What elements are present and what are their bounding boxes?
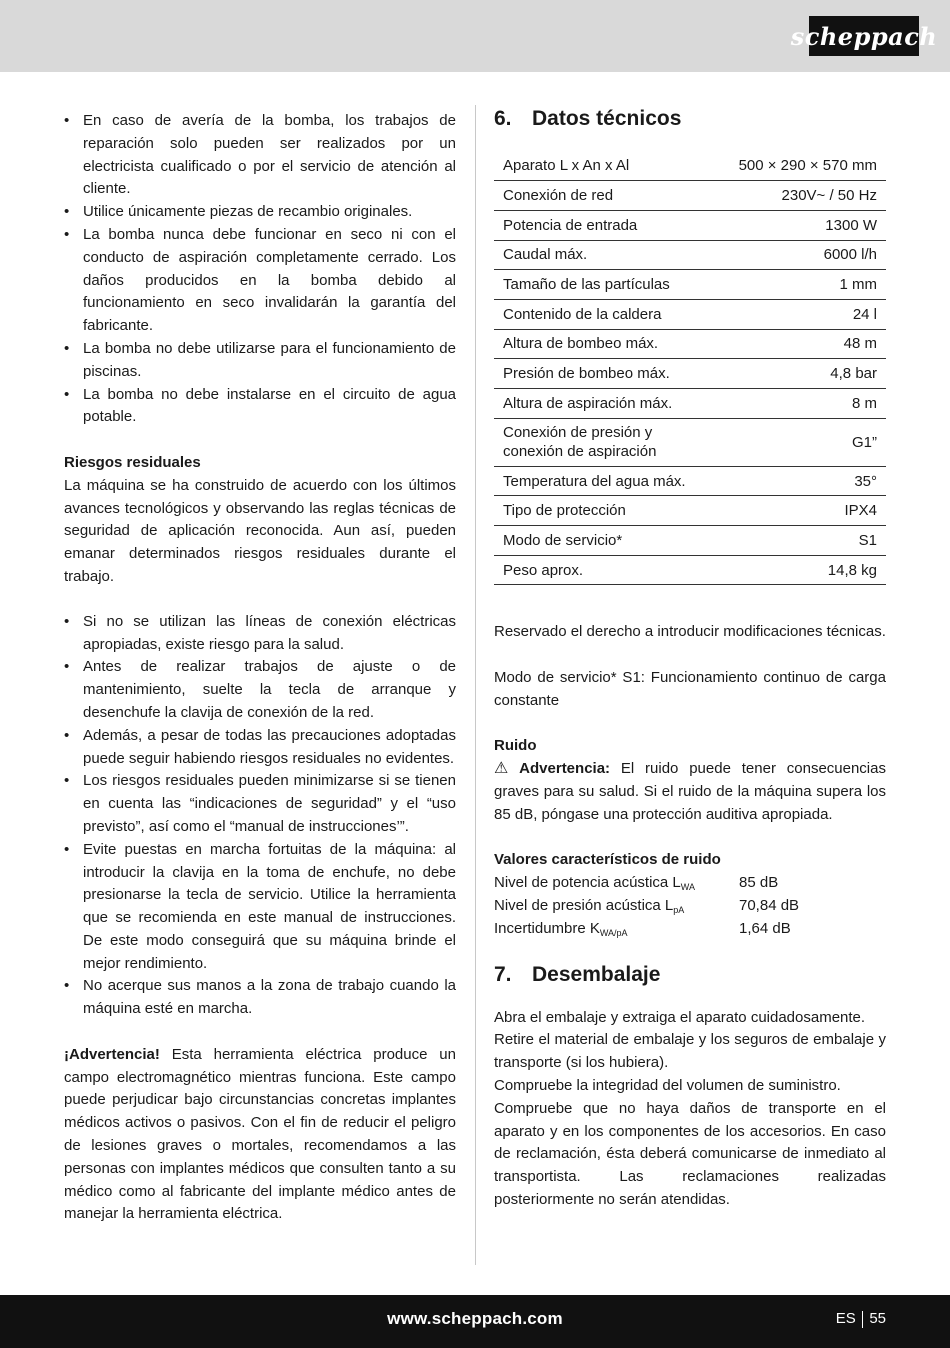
noise-values-heading: Valores característicos de ruido bbox=[494, 851, 721, 869]
table-row bbox=[494, 555, 886, 585]
table-row bbox=[494, 181, 886, 211]
noise-warning-text: El ruido puede tener consecuencias graves para su salud. Si el ruido de la máquina supera los 85 dB, póngase una protección auditiva apropiada. bbox=[494, 760, 886, 823]
table-row bbox=[494, 496, 886, 526]
spec-value: 1 mm bbox=[714, 270, 886, 300]
spec-label: Conexión de presión y conexión de aspiración bbox=[494, 418, 714, 466]
unpack-line: Abra el embalaje y extraiga el aparato cuidadosamente. bbox=[494, 1008, 866, 1026]
spec-value: 500 × 290 × 570 mm bbox=[714, 151, 886, 181]
section-heading: Datos técnicos bbox=[532, 107, 682, 130]
emf-warning-paragraph bbox=[64, 1044, 456, 1226]
section-heading: Desembalaje bbox=[532, 962, 661, 986]
right-column bbox=[494, 105, 886, 1212]
table-row bbox=[494, 526, 886, 556]
spec-value: 48 m bbox=[714, 329, 886, 359]
spec-label: Potencia de entrada bbox=[494, 210, 714, 240]
noise-value: 1,64 dB bbox=[739, 919, 791, 937]
list-item: • La bomba nunca debe funcionar en seco ni con el conducto de aspiración completamente cerrado. Los daños producidos en la bomba debido al funcionamiento en seco invalidarán la garantía del fabricante. bbox=[64, 224, 456, 338]
spec-value: 35° bbox=[714, 466, 886, 496]
safety-list-top bbox=[64, 110, 456, 429]
unpack-line: Retire el material de embalaje y los seguros de embalaje y transporte (si los hubiera). bbox=[494, 1031, 886, 1072]
spec-label: Tamaño de las partículas bbox=[494, 270, 714, 300]
unpack-line: Compruebe que no haya daños de transporte en el aparato y en los componentes de los accesorios. En caso de reclamación, ésta deberá comunicarse de inmediato al transportista. Las reclamaciones realizadas posteriormente no serán atendidas. bbox=[494, 1099, 886, 1208]
list-item: • Utilice únicamente piezas de recambio originales. bbox=[64, 201, 456, 224]
spec-label: Presión de bombeo máx. bbox=[494, 359, 714, 389]
spec-value: 24 l bbox=[714, 299, 886, 329]
table-row bbox=[494, 270, 886, 300]
warning-triangle-icon: ⚠ bbox=[494, 760, 509, 778]
noise-value-label: Nivel de presión acústica L bbox=[494, 897, 674, 914]
page-separator bbox=[862, 1311, 864, 1328]
section-title-technical-data bbox=[494, 105, 886, 133]
table-row bbox=[494, 240, 886, 270]
left-column bbox=[64, 110, 456, 1226]
emf-warning-text: Esta herramienta eléctrica produce un campo electromagnético mientras funciona. Este campo puede perjudicar bajo circunstancias concretas implantes médicos activos o pasivos. Con el fin de reducir el peligro de lesiones graves o mortales, recomendamos a las personas con implantes médicos que consulten tanto a su médico como al fabricante del implante médico antes de manejar la herramienta eléctrica. bbox=[64, 1045, 456, 1223]
language-code: ES bbox=[835, 1310, 856, 1327]
noise-value: 85 dB bbox=[739, 874, 779, 892]
emf-warning-label: ¡Advertencia! bbox=[64, 1045, 160, 1063]
spec-label: Peso aprox. bbox=[494, 555, 714, 585]
table-row bbox=[494, 466, 886, 496]
unpack-line: Compruebe la integridad del volumen de suministro. bbox=[494, 1076, 841, 1094]
residual-risks-heading: Riesgos residuales bbox=[64, 453, 201, 471]
spec-label: Contenido de la caldera bbox=[494, 299, 714, 329]
spec-label: Conexión de red bbox=[494, 181, 714, 211]
spec-value: S1 bbox=[714, 526, 886, 556]
table-row bbox=[494, 359, 886, 389]
spec-label: Aparato L x An x Al bbox=[494, 151, 714, 181]
table-row bbox=[494, 329, 886, 359]
list-item: • No acerque sus manos a la zona de trabajo cuando la máquina esté en marcha. bbox=[64, 975, 456, 1021]
spec-value: 6000 l/h bbox=[714, 240, 886, 270]
list-item: • Si no se utilizan las líneas de conexión eléctricas apropiadas, existe riesgo para la salud. bbox=[64, 611, 456, 657]
spec-label: Caudal máx. bbox=[494, 240, 714, 270]
spec-label: Temperatura del agua máx. bbox=[494, 466, 714, 496]
safety-list-bottom bbox=[64, 611, 456, 1021]
noise-values-list bbox=[494, 872, 886, 940]
spec-value: G1” bbox=[714, 418, 886, 466]
table-row bbox=[494, 210, 886, 240]
noise-value-row: Nivel de presión acústica $L_{pA}$ 70,84 dB bbox=[494, 895, 886, 918]
section-title-unpacking bbox=[494, 961, 886, 989]
noise-value-label: Nivel de potencia acústica L bbox=[494, 874, 681, 892]
technical-data-table bbox=[494, 151, 886, 585]
footer-website-link[interactable]: www.scheppach.com bbox=[387, 1309, 563, 1328]
noise-warning-label: Advertencia: bbox=[519, 760, 611, 778]
list-item: • En caso de avería de la bomba, los trabajos de reparación solo pueden ser realizados por un electricista cualificado o por el servicio de atención al cliente. bbox=[64, 110, 456, 201]
section-number: 7. bbox=[494, 962, 512, 986]
page-number: 55 bbox=[869, 1310, 886, 1327]
noise-value: 70,84 dB bbox=[739, 897, 800, 914]
table-row bbox=[494, 389, 886, 419]
page-indicator bbox=[836, 1310, 886, 1328]
header-bar bbox=[0, 0, 950, 72]
spec-label: Altura de aspiración máx. bbox=[494, 389, 714, 419]
spec-value: IPX4 bbox=[714, 496, 886, 526]
list-item: • La bomba no debe utilizarse para el funcionamiento de piscinas. bbox=[64, 338, 456, 384]
spec-value: 4,8 bar bbox=[714, 359, 886, 389]
column-divider bbox=[475, 105, 476, 1265]
residual-risks-text: La máquina se ha construido de acuerdo con los últimos avances tecnológicos y observando las reglas técnicas de seguridad de aplicación reconocida. Aun así, pueden emanar determinados riesgos residuales durante el trabajo. bbox=[64, 476, 456, 585]
reserved-note: Reservado el derecho a introducir modificaciones técnicas. bbox=[494, 623, 886, 641]
list-item: • Evite puestas en marcha fortuitas de la máquina: al introducir la clavija en la toma de enchufe, no debe presionarse la tecla de servicio. Utilice la herramienta que se recomienda en este manual de instrucciones. De este modo conseguirá que su máquina brinde el mejor rendimiento. bbox=[64, 839, 456, 976]
spec-value: 8 m bbox=[714, 389, 886, 419]
noise-value-row: Nivel de potencia acústica $L_{WA}$ 85 dB bbox=[494, 872, 886, 895]
section-number: 6. bbox=[494, 107, 512, 130]
brand-logo: scheppach bbox=[809, 16, 919, 56]
table-row bbox=[494, 418, 886, 466]
noise-value-row: Incertidumbre $K_{WA/pA}$ 1,64 dB bbox=[494, 918, 886, 941]
noise-warning-paragraph bbox=[494, 758, 886, 826]
operating-mode-note: Modo de servicio* S1: Funcionamiento continuo de carga constante bbox=[494, 669, 886, 709]
noise-value-label: Incertidumbre K bbox=[494, 919, 600, 937]
noise-heading: Ruido bbox=[494, 737, 537, 755]
table-row bbox=[494, 151, 886, 181]
table-row bbox=[494, 299, 886, 329]
list-item: • Antes de realizar trabajos de ajuste o de mantenimiento, suelte la tecla de arranque y desenchufe la clavija de conexión de la red. bbox=[64, 656, 456, 724]
spec-value: 14,8 kg bbox=[714, 555, 886, 585]
spec-label: Tipo de protección bbox=[494, 496, 714, 526]
footer-bar bbox=[0, 1295, 950, 1348]
list-item: • Los riesgos residuales pueden minimizarse si se tienen en cuenta las “indicaciones de seguridad” y el “uso previsto”, así como el “manual de instrucciones’”. bbox=[64, 770, 456, 838]
spec-value: 1300 W bbox=[714, 210, 886, 240]
spec-label: Altura de bombeo máx. bbox=[494, 329, 714, 359]
spec-label: Modo de servicio* bbox=[494, 526, 714, 556]
list-item: • La bomba no debe instalarse en el circuito de agua potable. bbox=[64, 384, 456, 430]
spec-value: 230V~ / 50 Hz bbox=[714, 181, 886, 211]
list-item: • Además, a pesar de todas las precauciones adoptadas puede seguir habiendo riesgos residuales no evidentes. bbox=[64, 725, 456, 771]
